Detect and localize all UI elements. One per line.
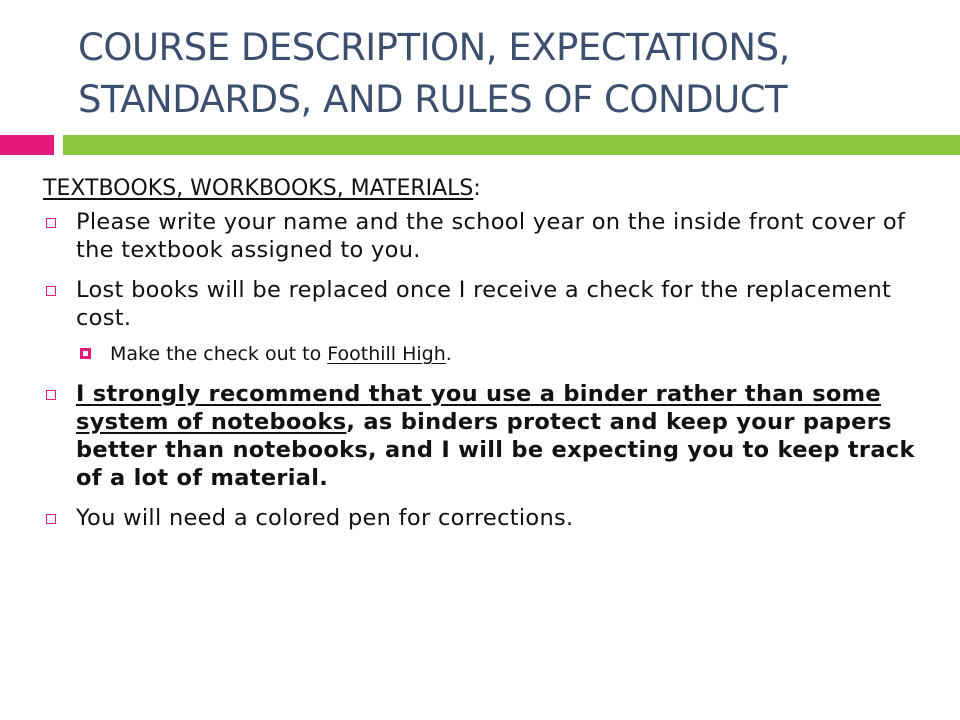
bullet-text: Please write your name and the school year on the inside front cover of the textbook assigned to you. xyxy=(76,209,906,263)
bullet-text-underlined: I strongly recommend that you use a binder rather than some system of notebooks xyxy=(76,381,881,435)
hollow-square-icon xyxy=(46,390,56,400)
bullet-text-rest: , as binders protect and keep your papers better than notebooks, and I will be expecting you to keep track of a lot of material. xyxy=(76,409,915,491)
bullet-item-colored-pen xyxy=(43,504,923,532)
bullet-item-binder-recommendation xyxy=(43,380,923,492)
accent-bar-green xyxy=(63,135,960,155)
sub-bullet-check-payee xyxy=(43,340,923,368)
bullet-text: Lost books will be replaced once I receive a check for the replacement cost. xyxy=(76,277,892,331)
section-heading-text: TEXTBOOKS, WORKBOOKS, MATERIALS xyxy=(43,176,474,201)
hollow-square-icon xyxy=(46,514,56,524)
bullet-item-name-on-textbook xyxy=(43,208,923,264)
bullet-text: You will need a colored pen for corrections. xyxy=(76,505,574,531)
slide-content xyxy=(43,172,923,544)
bullet-item-lost-books xyxy=(43,276,923,332)
section-heading xyxy=(43,172,923,206)
filled-square-icon xyxy=(80,348,91,359)
school-name-underlined: Foothill High xyxy=(327,343,446,365)
slide-title: COURSE DESCRIPTION, EXPECTATIONS, STANDARDS, AND RULES OF CONDUCT xyxy=(78,26,790,121)
section-heading-colon: : xyxy=(473,176,481,201)
accent-bar-pink xyxy=(0,135,54,155)
hollow-square-icon xyxy=(46,218,56,228)
hollow-square-icon xyxy=(46,286,56,296)
sub-bullet-suffix: . xyxy=(445,343,452,365)
sub-bullet-prefix: Make the check out to xyxy=(110,343,328,365)
